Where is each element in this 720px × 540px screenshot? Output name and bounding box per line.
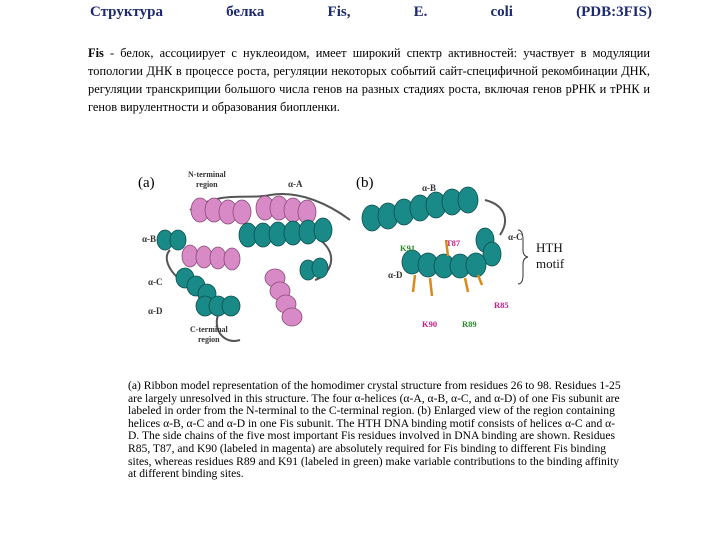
panel-b-alpha-b-label: α-B [422, 183, 437, 193]
residue-r85-label: R85 [494, 300, 509, 310]
residue-r89-label: R89 [462, 319, 477, 329]
alpha-d-label: α-D [148, 306, 163, 316]
title-word-2: белка [226, 4, 265, 20]
alpha-c-label: α-C [148, 277, 163, 287]
intro-lead: Fis [88, 46, 104, 60]
title-word-1: Структура [90, 4, 163, 20]
panel-b-label: (b) [356, 175, 374, 191]
n-terminal-label-2: region [196, 180, 218, 189]
intro-paragraph [88, 44, 650, 116]
panel-b-ribbons [362, 187, 505, 296]
residue-k90-label: K90 [422, 319, 438, 329]
c-terminal-label-2: region [198, 335, 220, 344]
n-terminal-label-1: N-terminal [188, 170, 226, 179]
residue-k91-label: K91 [400, 243, 416, 253]
c-terminal-label-1: C-terminal [190, 325, 228, 334]
slide-title [90, 4, 652, 21]
intro-text: - белок, ассоциирует с нуклеоидом, имеет широкий спектр активностей: участвует в модуляции топологии ДНК в процессе роста, регуляции некоторых событий сайт-специфичной рекомбинации ДНК, регуляции транскрипции большого числа генов на разных стадиях роста, включая генов рРНК и тРНК и генов вирулентности и образования биопленки. [88, 46, 650, 114]
panel-b-alpha-c-label: α-C [508, 232, 523, 242]
alpha-a-label: α-A [288, 179, 303, 189]
title-word-3: Fis, [327, 4, 351, 20]
residue-t87-label: T87 [446, 238, 461, 248]
title-word-5: coli [490, 4, 513, 20]
figure-caption: (a) Ribbon model representation of the homodimer crystal structure from residues 26 to 98. Residues 1-25 are largely unresolved in this structure. The four α-helices (α-A, α-B, α-C, and α-D) of one Fis subunit are labeled in order from the N-terminal to the C-terminal region. (b) Enlarged view of the region containing helices α-B, α-C and α-D in one Fis subunit. The HTH DNA binding motif consists of helices α-C and α-D. The side chains of the five most important Fis residues involved in DNA binding are shown. Residues R85, T87, and K90 (labeled in magenta) are absolutely required for Fis binding to different Fis binding sites, whereas residues R89 and K91 (labeled in green) make variable contributions to the binding affinity at different binding sites. [128, 379, 621, 481]
panel-a-ribbons [157, 194, 350, 341]
panel-b-alpha-d-label: α-D [388, 270, 403, 280]
alpha-b-label: α-B [142, 234, 157, 244]
title-word-4: E. [413, 4, 428, 20]
protein-figure [130, 160, 590, 370]
title-word-6: (PDB:3FIS) [576, 4, 652, 20]
hth-label: HTH [536, 240, 563, 255]
ribbon-diagram [130, 160, 590, 370]
panel-a-label: (a) [138, 175, 155, 191]
motif-label: motif [536, 256, 565, 271]
